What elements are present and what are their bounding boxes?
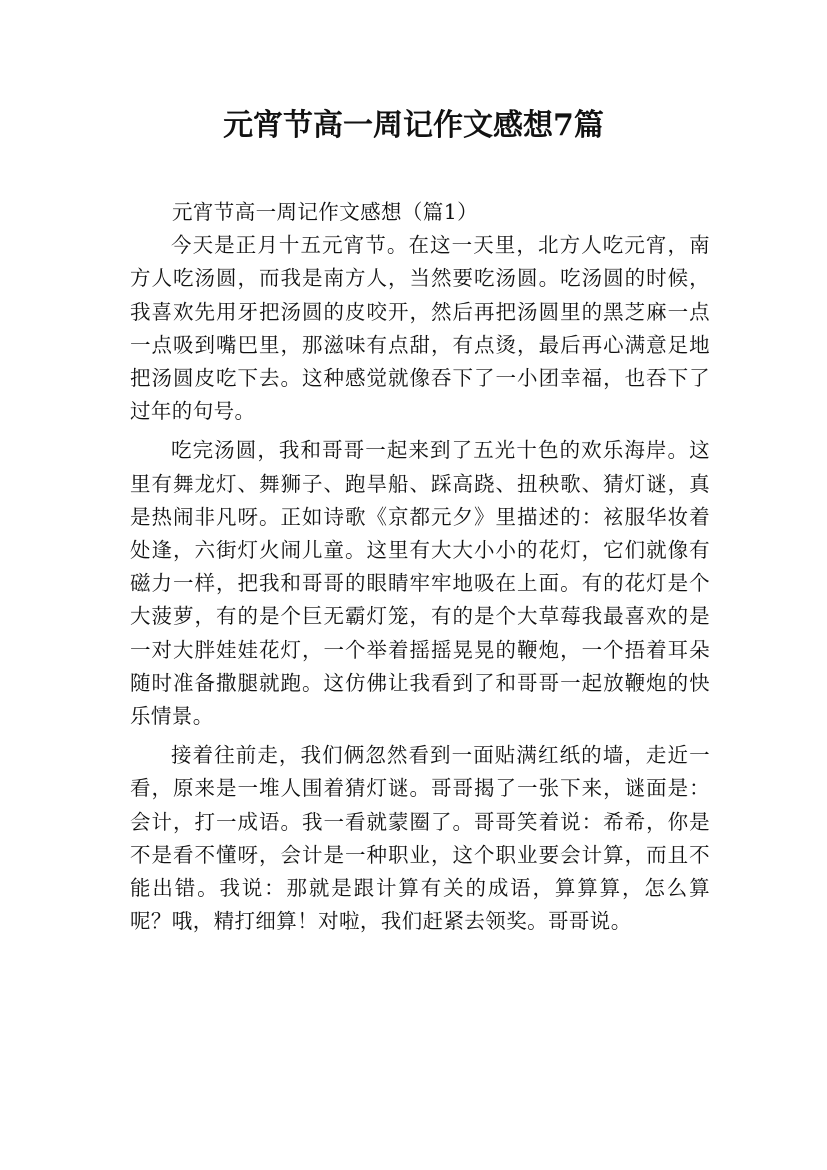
paragraph-3: 接着往前走，我们俩忽然看到一面贴满红纸的墙，走近一看，原来是一堆人围着猜灯谜。哥哥揭了一张下来，谜面是：会计，打一成语。我一看就蒙圈了。哥哥笑着说：希希，你是不是看不懂呀，会计是一种职业，这个职业要会计算，而且不能出错。我说：那就是跟计算有关的成语，算算算，怎么算呢？哦，精打细算！对啦，我们赶紧去领奖。哥哥说。 [130,743,710,934]
section-heading: 元宵节高一周记作文感想（篇1） [172,200,479,224]
document-title: 元宵节高一周记作文感想7篇 [223,108,604,143]
paragraph-2: 吃完汤圆，我和哥哥一起来到了五光十色的欢乐海岸。这里有舞龙灯、舞狮子、跑旱船、踩高跷、扭秧歌、猜灯谜，真是热闹非凡呀。正如诗歌《京都元夕》里描述的：袨服华妆着处逢，六街灯火闹儿童。这里有大大小小的花灯，它们就像有磁力一样，把我和哥哥的眼睛牢牢地吸在上面。有的花灯是个大菠萝，有的是个巨无霸灯笼，有的是个大草莓我最喜欢的是一对大胖娃娃花灯，一个举着摇摇晃晃的鞭炮，一个捂着耳朵随时准备撒腿就跑。这仿佛让我看到了和哥哥一起放鞭炮的快乐情景。 [130,438,710,729]
paragraph-1: 今天是正月十五元宵节。在这一天里，北方人吃元宵，南方人吃汤圆，而我是南方人，当然要吃汤圆。吃汤圆的时候，我喜欢先用牙把汤圆的皮咬开，然后再把汤圆里的黑芝麻一点一点吸到嘴巴里，那滋味有点甜，有点烫，最后再心满意足地把汤圆皮吃下去。这种感觉就像吞下了一小团幸福，也吞下了过年的句号。 [130,233,710,424]
document-body [130,196,710,944]
